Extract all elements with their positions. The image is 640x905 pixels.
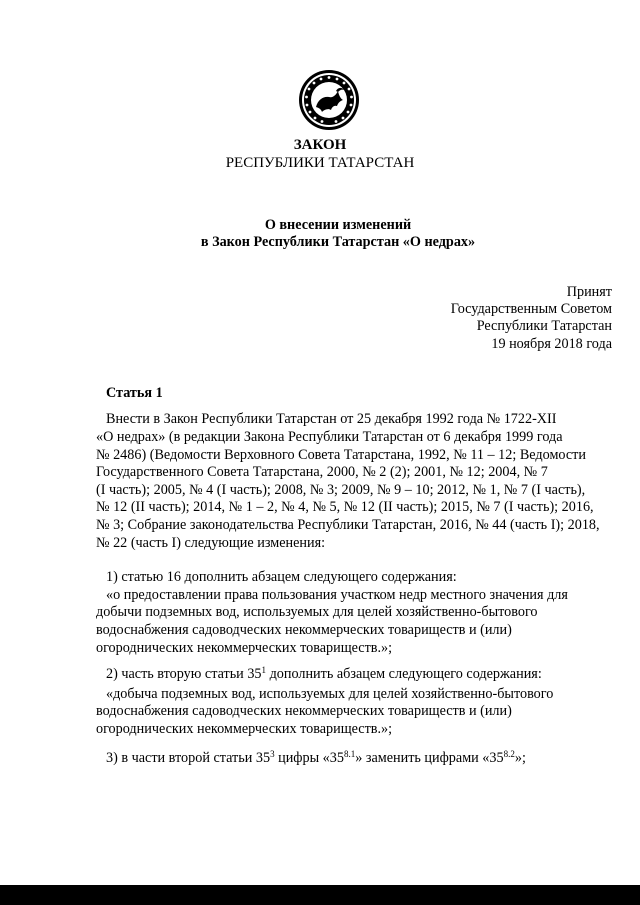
item-1-line: добычи подземных вод, используемых для целей хозяйственно-бытового	[96, 604, 538, 620]
item-1-heading: 1) статью 16 дополнить абзацем следующего содержания:	[106, 569, 457, 585]
coat-of-arms-emblem	[298, 69, 360, 131]
item-1-line: огороднических некоммерческих товариществ.»;	[96, 640, 393, 656]
intro-line: № 3; Собрание законодательства Республики Татарстан, 2016, № 44 (часть I); 2018,	[96, 517, 600, 533]
scan-bottom-border	[0, 885, 640, 905]
document-subtitle: РЕСПУБЛИКИ ТАТАРСТАН	[225, 155, 415, 171]
intro-line: (I часть); 2005, № 4 (I часть); 2008, № 3; 2009, № 9 – 10; 2012, № 1, № 7 (I часть),	[96, 482, 586, 498]
item-2-line: огороднических некоммерческих товариществ.»;	[96, 721, 393, 737]
intro-line: Внести в Закон Республики Татарстан от 25 декабря 1992 года № 1722-XII	[106, 411, 557, 427]
emblem-icon	[298, 69, 360, 131]
adoption-line-2: Государственным Советом	[450, 301, 612, 317]
item-2-heading: 2) часть вторую статьи $35^1$ дополнить абзацем следующего содержания:	[106, 665, 542, 682]
adoption-date: 19 ноября 2018 года	[491, 336, 612, 352]
intro-line: Государственного Совета Татарстана, 2000, № 2 (2); 2001, № 12; 2004, № 7	[96, 464, 548, 480]
adoption-line-3: Республики Татарстан	[476, 318, 612, 334]
law-title-line-2: в Закон Республики Татарстан «О недрах»	[200, 234, 476, 250]
intro-line: № 22 (часть I) следующие изменения:	[96, 535, 326, 551]
intro-line: № 2486) (Ведомости Верховного Совета Татарстана, 1992, № 11 – 12; Ведомости	[96, 447, 586, 463]
item-3-heading: 3) в части второй статьи $35^3$ цифры «$35^{8.1}$» заменить цифрами «$35^{8.2}$»;	[106, 749, 526, 766]
item-2-line: водоснабжения садоводческих некоммерческих товариществ и (или)	[96, 703, 512, 719]
item-1-line: «о предоставлении права пользования участком недр местного значения для	[106, 587, 568, 603]
intro-line: «О недрах» (в редакции Закона Республики Татарстан от 6 декабря 1999 года	[96, 429, 563, 445]
article-heading: Статья 1	[106, 385, 163, 401]
law-title-line-1: О внесении изменений	[264, 217, 412, 233]
item-2-line: «добыча подземных вод, используемых для целей хозяйственно-бытового	[106, 686, 554, 702]
document-title: ЗАКОН	[293, 137, 347, 153]
adoption-line-1: Принят	[566, 284, 612, 300]
item-1-line: водоснабжения садоводческих некоммерческих товариществ и (или)	[96, 622, 512, 638]
intro-line: № 12 (II часть); 2014, № 1 – 2, № 4, № 5, № 12 (II часть); 2015, № 7 (I часть); 2016,	[96, 499, 594, 515]
